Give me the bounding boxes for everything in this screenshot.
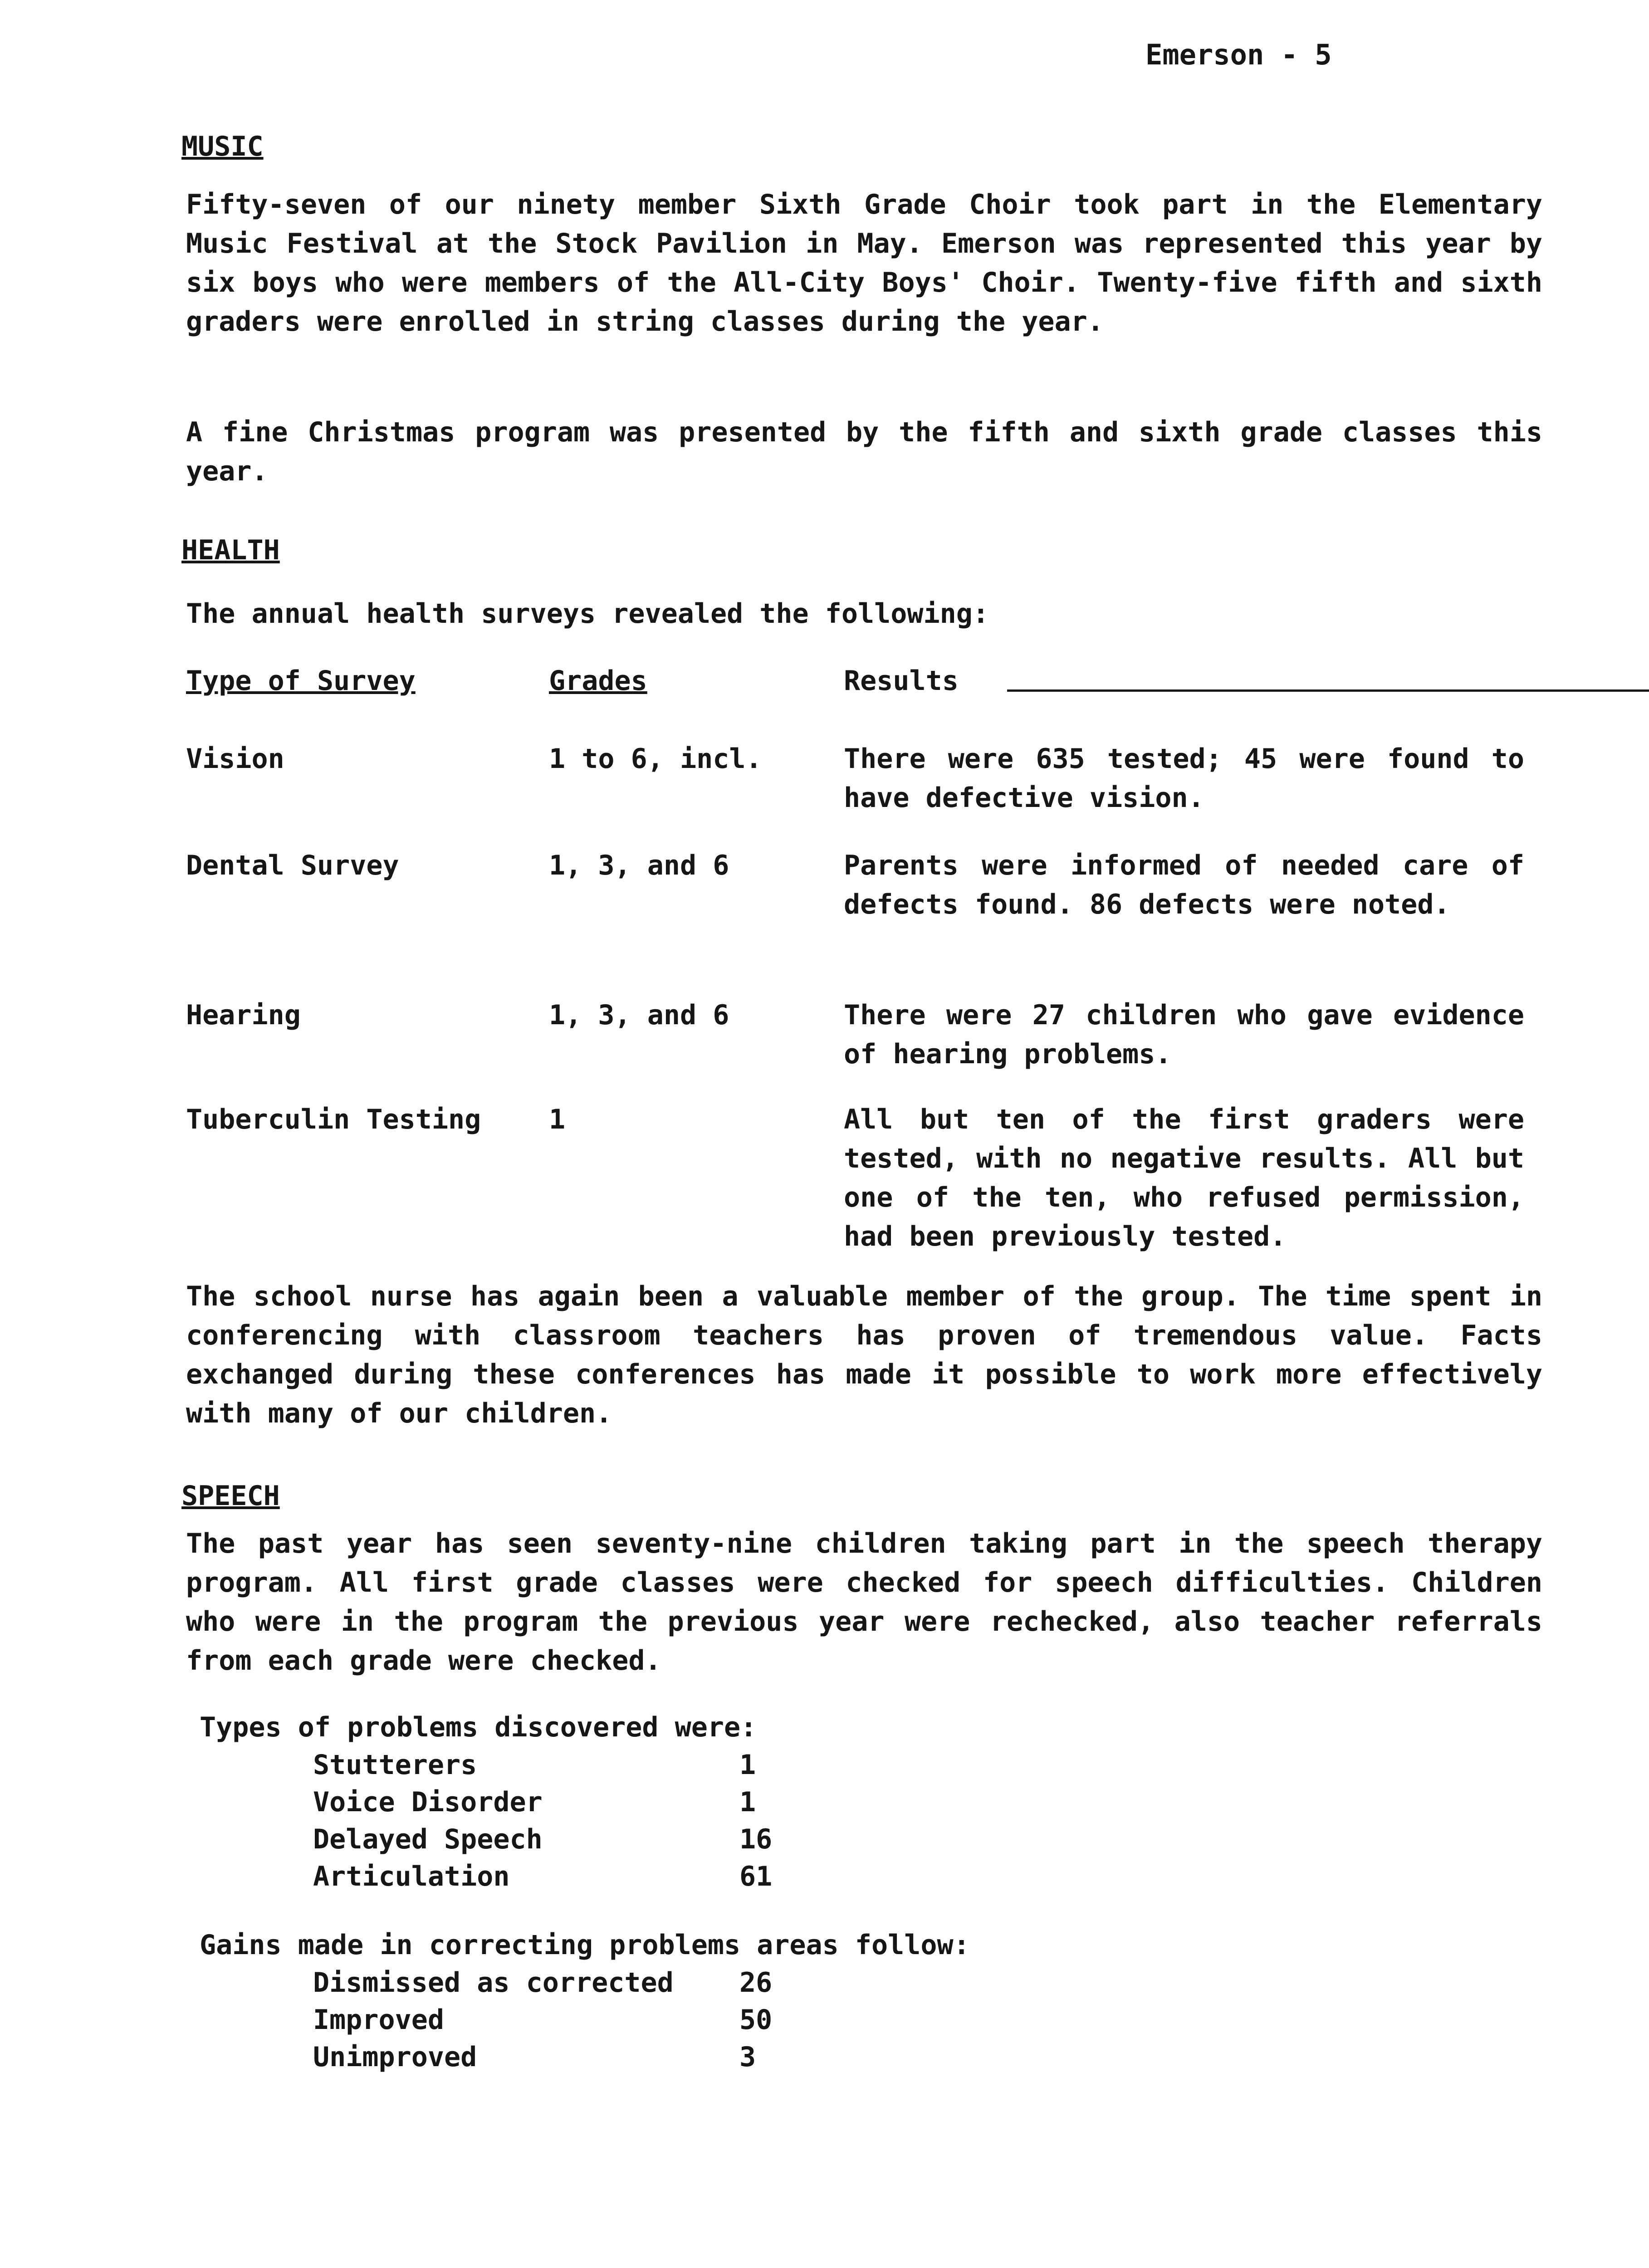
list-item-label: Voice Disorder <box>313 1786 543 1818</box>
speech-paragraph: The past year has seen seventy-nine children taking part in the speech therapy program. All first grade classes were checked for speech difficulties. Children who were in the program the previous year were rechecked, also teacher referrals from each grade were checked. <box>186 1528 1542 1677</box>
survey-type: Vision <box>186 743 284 775</box>
speech-heading: SPEECH <box>181 1480 280 1512</box>
survey-type: Tuberculin Testing <box>186 1104 481 1135</box>
list-item-count: 50 <box>739 2004 773 2036</box>
list-item-label: Unimproved <box>313 2041 477 2073</box>
survey-grades: 1, 3, and 6 <box>549 850 729 881</box>
col-type-of-survey: Type of Survey <box>186 665 416 697</box>
col-grades: Grades <box>549 665 647 697</box>
music-paragraph-2: A fine Christmas program was presented by the fifth and sixth grade classes this year. <box>186 416 1542 487</box>
survey-type: Dental Survey <box>186 850 399 881</box>
list-item-count: 26 <box>739 1967 773 1999</box>
nurse-paragraph: The school nurse has again been a valuable member of the group. The time spent in conferencing with classroom teachers has proven of tremendous value. Facts exchanged during these conferences has made it possible to work more effectively with many of our children. <box>186 1281 1542 1429</box>
list-item-label: Articulation <box>313 1861 510 1892</box>
music-paragraph-1: Fifty-seven of our ninety member Sixth Grade Choir took part in the Elementary Music Festival at the Stock Pavilion in May. Emerson was represented this year by six boys who were members of the All-City Boys' Choir. Twenty-five fifth and sixth graders were enrolled in string classes during the year. <box>186 189 1542 337</box>
survey-grades: 1 <box>549 1104 566 1135</box>
list-item-label: Improved <box>313 2004 444 2036</box>
health-heading: HEALTH <box>181 534 280 566</box>
list-item-count: 16 <box>739 1823 773 1855</box>
list-item-label: Stutterers <box>313 1749 477 1781</box>
list-item-label: Delayed Speech <box>313 1823 543 1855</box>
col-results: Results <box>844 665 959 697</box>
list-item-count: 1 <box>739 1786 756 1818</box>
page-header: Emerson - 5 <box>1145 38 1332 71</box>
survey-results: There were 27 children who gave evidence of hearing problems. <box>844 999 1524 1070</box>
survey-table-header <box>186 661 1502 702</box>
list-item-label: Dismissed as corrected <box>313 1967 674 1999</box>
gains-heading: Gains made in correcting problems areas follow: <box>200 1929 970 1961</box>
music-heading: MUSIC <box>181 131 264 162</box>
survey-grades: 1, 3, and 6 <box>549 999 729 1031</box>
survey-results: All but ten of the first graders were tested, with no negative results. All but one of the ten, who refused permission, had been previously tested. <box>844 1104 1524 1252</box>
list-item-count: 61 <box>739 1861 773 1892</box>
survey-results: Parents were informed of needed care of defects found. 86 defects were noted. <box>844 850 1524 920</box>
problems-heading: Types of problems discovered were: <box>200 1711 757 1743</box>
survey-grades: 1 to 6, incl. <box>549 743 762 775</box>
list-item-count: 3 <box>739 2041 756 2073</box>
results-rule <box>1007 689 1649 692</box>
survey-type: Hearing <box>186 999 301 1031</box>
survey-results: There were 635 tested; 45 were found to have defective vision. <box>844 743 1524 814</box>
list-item-count: 1 <box>739 1749 756 1781</box>
health-intro: The annual health surveys revealed the following: <box>186 598 989 630</box>
